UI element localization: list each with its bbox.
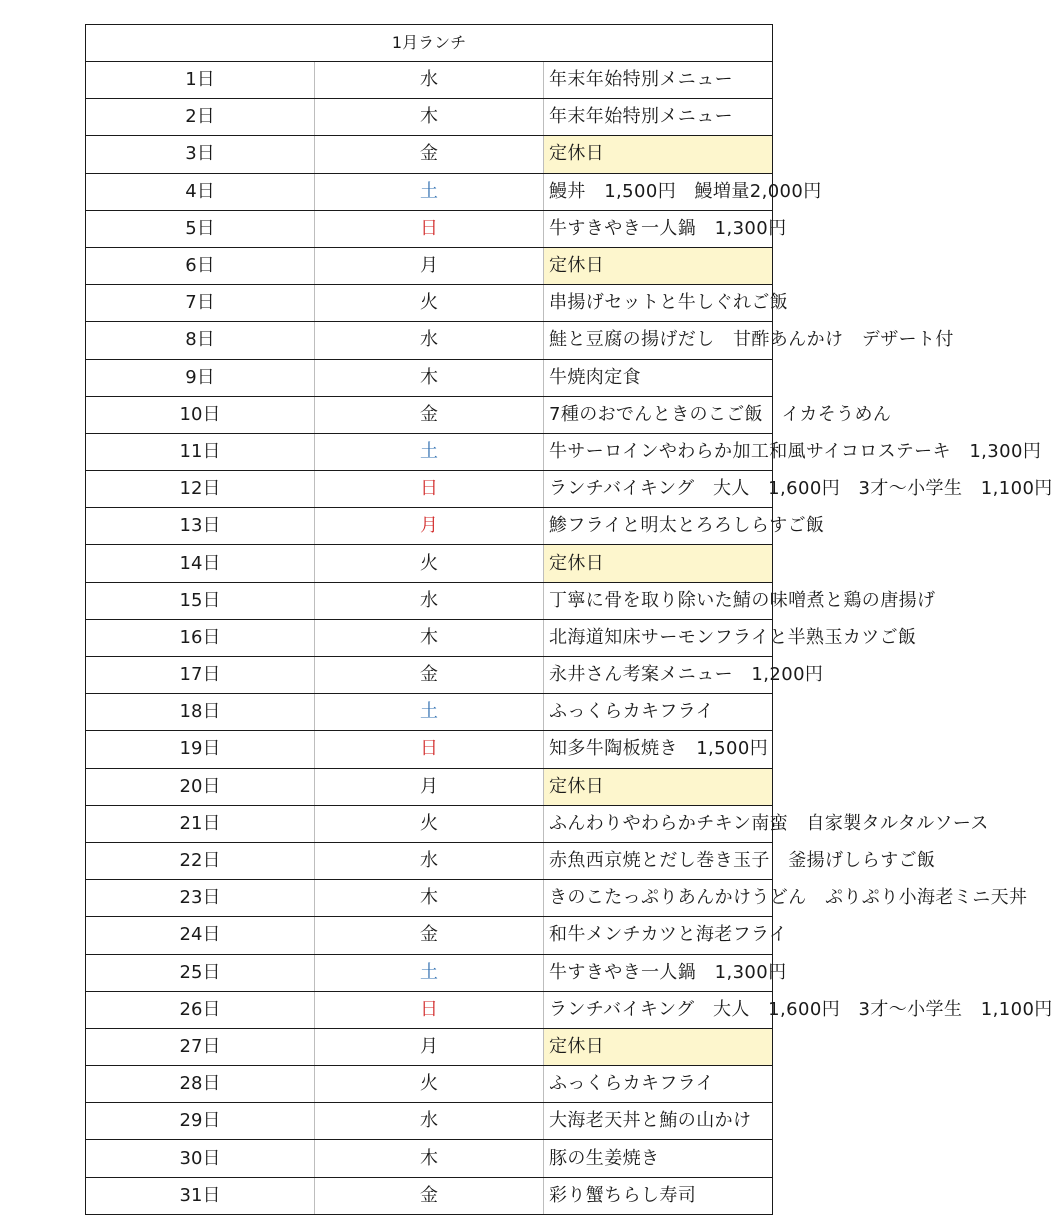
table-row xyxy=(86,322,773,359)
weekday-cell: 木 xyxy=(315,359,544,396)
weekday-cell: 水 xyxy=(315,322,544,359)
table-row xyxy=(86,508,773,545)
table-row xyxy=(86,396,773,433)
menu-cell: 年末年始特別メニュー xyxy=(544,62,773,99)
menu-cell: 鰻丼 1,500円 鰻増量2,000円 xyxy=(544,173,773,210)
date-cell: 14日 xyxy=(86,545,315,582)
weekday-cell: 月 xyxy=(315,247,544,284)
date-cell: 17日 xyxy=(86,657,315,694)
lunch-menu-table xyxy=(85,24,1053,1215)
menu-cell: ランチバイキング 大人 1,600円 3才～小学生 1,100円 xyxy=(544,471,773,508)
table-row xyxy=(86,805,773,842)
weekday-cell: 月 xyxy=(315,768,544,805)
date-cell: 26日 xyxy=(86,991,315,1028)
date-cell: 31日 xyxy=(86,1177,315,1214)
weekday-cell: 月 xyxy=(315,1028,544,1065)
date-cell: 25日 xyxy=(86,954,315,991)
table-row xyxy=(86,545,773,582)
date-cell: 21日 xyxy=(86,805,315,842)
weekday-cell: 日 xyxy=(315,471,544,508)
menu-cell: 年末年始特別メニュー xyxy=(544,99,773,136)
table-row xyxy=(86,1140,773,1177)
weekday-cell: 火 xyxy=(315,545,544,582)
weekday-cell: 土 xyxy=(315,694,544,731)
weekday-cell: 日 xyxy=(315,210,544,247)
table-row xyxy=(86,471,773,508)
menu-cell: 永井さん考案メニュー 1,200円 xyxy=(544,657,773,694)
weekday-cell: 土 xyxy=(315,173,544,210)
date-cell: 27日 xyxy=(86,1028,315,1065)
date-cell: 8日 xyxy=(86,322,315,359)
menu-cell: ランチバイキング 大人 1,600円 3才～小学生 1,100円 xyxy=(544,991,773,1028)
date-cell: 20日 xyxy=(86,768,315,805)
weekday-cell: 水 xyxy=(315,582,544,619)
table-row xyxy=(86,582,773,619)
menu-cell: 串揚げセットと牛しぐれご飯 xyxy=(544,285,773,322)
lunch-menu-table-body xyxy=(86,25,1053,1215)
date-cell: 29日 xyxy=(86,1103,315,1140)
weekday-cell: 日 xyxy=(315,731,544,768)
menu-cell: 和牛メンチカツと海老フライ xyxy=(544,917,773,954)
table-row xyxy=(86,657,773,694)
title-row xyxy=(86,25,773,62)
date-cell: 4日 xyxy=(86,173,315,210)
table-row xyxy=(86,880,773,917)
weekday-cell: 土 xyxy=(315,954,544,991)
weekday-cell: 水 xyxy=(315,62,544,99)
date-cell: 1日 xyxy=(86,62,315,99)
date-cell: 15日 xyxy=(86,582,315,619)
table-row xyxy=(86,1103,773,1140)
date-cell: 7日 xyxy=(86,285,315,322)
table-row xyxy=(86,1028,773,1065)
date-cell: 16日 xyxy=(86,619,315,656)
table-title: 1月ランチ xyxy=(86,25,773,62)
weekday-cell: 金 xyxy=(315,396,544,433)
weekday-cell: 金 xyxy=(315,136,544,173)
table-row xyxy=(86,991,773,1028)
weekday-cell: 火 xyxy=(315,285,544,322)
weekday-cell: 火 xyxy=(315,805,544,842)
date-cell: 12日 xyxy=(86,471,315,508)
date-cell: 6日 xyxy=(86,247,315,284)
menu-cell: 彩り蟹ちらし寿司 xyxy=(544,1177,773,1214)
table-row xyxy=(86,694,773,731)
menu-cell: 知多牛陶板焼き 1,500円 xyxy=(544,731,773,768)
date-cell: 11日 xyxy=(86,433,315,470)
weekday-cell: 土 xyxy=(315,433,544,470)
menu-cell: 7種のおでんときのこご飯 イカそうめん xyxy=(544,396,773,433)
date-cell: 19日 xyxy=(86,731,315,768)
table-row xyxy=(86,247,773,284)
table-row xyxy=(86,954,773,991)
weekday-cell: 金 xyxy=(315,657,544,694)
menu-cell: 豚の生姜焼き xyxy=(544,1140,773,1177)
date-cell: 13日 xyxy=(86,508,315,545)
weekday-cell: 木 xyxy=(315,1140,544,1177)
weekday-cell: 水 xyxy=(315,842,544,879)
date-cell: 24日 xyxy=(86,917,315,954)
weekday-cell: 月 xyxy=(315,508,544,545)
closed-day-cell: 定休日 xyxy=(544,545,773,582)
menu-cell: きのこたっぷりあんかけうどん ぷりぷり小海老ミニ天丼 xyxy=(544,880,773,917)
table-row xyxy=(86,1066,773,1103)
table-row xyxy=(86,173,773,210)
menu-cell: 北海道知床サーモンフライと半熟玉カツご飯 xyxy=(544,619,773,656)
table-row xyxy=(86,359,773,396)
weekday-cell: 木 xyxy=(315,619,544,656)
menu-cell: ふっくらカキフライ xyxy=(544,694,773,731)
date-cell: 23日 xyxy=(86,880,315,917)
menu-cell: 牛サーロインやわらか加工和風サイコロステーキ 1,300円 xyxy=(544,433,773,470)
menu-cell: 大海老天丼と鮪の山かけ xyxy=(544,1103,773,1140)
table-row xyxy=(86,285,773,322)
table-row xyxy=(86,62,773,99)
date-cell: 22日 xyxy=(86,842,315,879)
menu-cell: 牛焼肉定食 xyxy=(544,359,773,396)
closed-day-cell: 定休日 xyxy=(544,768,773,805)
table-row xyxy=(86,136,773,173)
weekday-cell: 日 xyxy=(315,991,544,1028)
menu-cell: 牛すきやき一人鍋 1,300円 xyxy=(544,954,773,991)
menu-cell: 鮭と豆腐の揚げだし 甘酢あんかけ デザート付 xyxy=(544,322,773,359)
table-row xyxy=(86,731,773,768)
closed-day-cell: 定休日 xyxy=(544,247,773,284)
menu-cell: ふっくらカキフライ xyxy=(544,1066,773,1103)
date-cell: 30日 xyxy=(86,1140,315,1177)
date-cell: 5日 xyxy=(86,210,315,247)
menu-cell: 鯵フライと明太とろろしらすご飯 xyxy=(544,508,773,545)
table-row xyxy=(86,619,773,656)
table-row xyxy=(86,768,773,805)
date-cell: 18日 xyxy=(86,694,315,731)
date-cell: 10日 xyxy=(86,396,315,433)
menu-cell: ふんわりやわらかチキン南蛮 自家製タルタルソース xyxy=(544,805,773,842)
table-row xyxy=(86,99,773,136)
table-row xyxy=(86,433,773,470)
table-row xyxy=(86,210,773,247)
menu-cell: 丁寧に骨を取り除いた鯖の味噌煮と鶏の唐揚げ xyxy=(544,582,773,619)
weekday-cell: 木 xyxy=(315,99,544,136)
weekday-cell: 木 xyxy=(315,880,544,917)
menu-cell: 赤魚西京焼とだし巻き玉子 釜揚げしらすご飯 xyxy=(544,842,773,879)
date-cell: 2日 xyxy=(86,99,315,136)
table-row xyxy=(86,917,773,954)
menu-cell: 牛すきやき一人鍋 1,300円 xyxy=(544,210,773,247)
weekday-cell: 水 xyxy=(315,1103,544,1140)
weekday-cell: 金 xyxy=(315,1177,544,1214)
weekday-cell: 金 xyxy=(315,917,544,954)
weekday-cell: 火 xyxy=(315,1066,544,1103)
closed-day-cell: 定休日 xyxy=(544,1028,773,1065)
table-row xyxy=(86,1177,773,1214)
date-cell: 9日 xyxy=(86,359,315,396)
table-row xyxy=(86,842,773,879)
date-cell: 3日 xyxy=(86,136,315,173)
closed-day-cell: 定休日 xyxy=(544,136,773,173)
date-cell: 28日 xyxy=(86,1066,315,1103)
